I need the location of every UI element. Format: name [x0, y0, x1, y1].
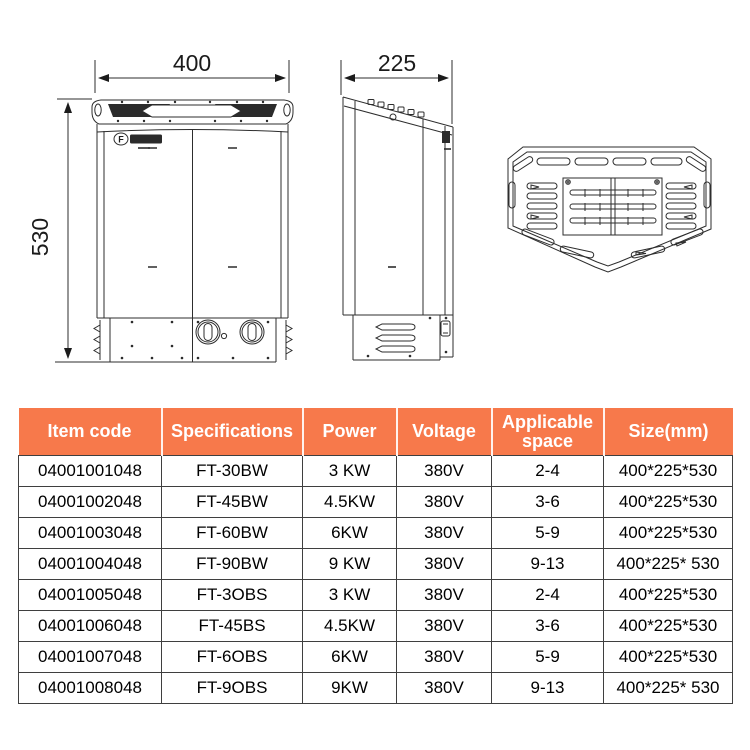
- cell-voltage: 380V: [397, 580, 492, 611]
- height-dimension: [27, 99, 110, 362]
- cell-specification: FT-45BW: [162, 487, 303, 518]
- cell-specification: FT-9OBS: [162, 673, 303, 704]
- cell-voltage: 380V: [397, 642, 492, 673]
- cell-applicable-space: 5-9: [492, 642, 604, 673]
- cell-voltage: 380V: [397, 673, 492, 704]
- cell-item-code: 04001007048: [19, 642, 162, 673]
- spec-table: [18, 408, 733, 704]
- cell-power: 6KW: [303, 642, 397, 673]
- cell-specification: FT-45BS: [162, 611, 303, 642]
- heater-side-base: [343, 315, 453, 360]
- cell-voltage: 380V: [397, 518, 492, 549]
- table-row: [19, 518, 733, 549]
- brand-logo-initial: F: [118, 134, 124, 145]
- table-row: [19, 642, 733, 673]
- cell-size: 400*225*530: [604, 580, 733, 611]
- cell-power: 3 KW: [303, 580, 397, 611]
- cell-size: 400*225* 530: [604, 673, 733, 704]
- front-view-drawing: [27, 50, 293, 362]
- cell-specification: FT-3OBS: [162, 580, 303, 611]
- cell-applicable-space: 2-4: [492, 580, 604, 611]
- table-row: [19, 487, 733, 518]
- cell-applicable-space: 2-4: [492, 456, 604, 487]
- col-header-specifications: Specifications: [162, 408, 303, 456]
- cell-item-code: 04001003048: [19, 518, 162, 549]
- col-header-voltage: Voltage: [397, 408, 492, 456]
- heater-side-body: [343, 97, 453, 357]
- depth-dimension: [341, 50, 452, 124]
- control-knob: [240, 320, 264, 344]
- cell-applicable-space: 9-13: [492, 549, 604, 580]
- stone-grate: [563, 178, 662, 235]
- cell-applicable-space: 3-6: [492, 487, 604, 518]
- col-header-applicable-space: Applicable space: [492, 408, 604, 456]
- table-row: [19, 456, 733, 487]
- table-row: [19, 580, 733, 611]
- side-view-drawing: [341, 50, 453, 360]
- col-header-power: Power: [303, 408, 397, 456]
- width-dimension: [95, 50, 289, 93]
- cell-size: 400*225*530: [604, 642, 733, 673]
- cell-power: 4.5KW: [303, 487, 397, 518]
- cell-size: 400*225*530: [604, 456, 733, 487]
- control-knob: [196, 320, 220, 344]
- top-vent-slots: [537, 158, 682, 165]
- cell-specification: FT-6OBS: [162, 642, 303, 673]
- heater-top-cap: [92, 100, 293, 124]
- col-header-item-code: Item code: [19, 408, 162, 456]
- cell-size: 400*225*530: [604, 518, 733, 549]
- cell-voltage: 380V: [397, 549, 492, 580]
- cell-power: 9KW: [303, 673, 397, 704]
- bottom-vent-slots: [521, 228, 704, 258]
- cell-item-code: 04001008048: [19, 673, 162, 704]
- indicator-light: [221, 333, 226, 338]
- cell-power: 6KW: [303, 518, 397, 549]
- cell-applicable-space: 5-9: [492, 518, 604, 549]
- table-row: [19, 673, 733, 704]
- heater-front-base: [94, 318, 292, 362]
- left-element-slots: [527, 183, 557, 229]
- cell-voltage: 380V: [397, 487, 492, 518]
- top-view-drawing: [508, 147, 711, 272]
- cell-voltage: 380V: [397, 611, 492, 642]
- table-row: [19, 549, 733, 580]
- right-element-slots: [666, 183, 696, 229]
- side-depth-label: 225: [377, 50, 417, 76]
- cell-power: 3 KW: [303, 456, 397, 487]
- vent-louvers: [376, 324, 415, 352]
- cell-specification: FT-90BW: [162, 549, 303, 580]
- col-header-size: Size(mm): [604, 408, 733, 456]
- cell-size: 400*225*530: [604, 611, 733, 642]
- cell-specification: FT-60BW: [162, 518, 303, 549]
- cell-applicable-space: 9-13: [492, 673, 604, 704]
- cell-item-code: 04001005048: [19, 580, 162, 611]
- cell-specification: FT-30BW: [162, 456, 303, 487]
- heater-front-body: [97, 124, 288, 318]
- cell-item-code: 04001002048: [19, 487, 162, 518]
- cell-item-code: 04001006048: [19, 611, 162, 642]
- cell-item-code: 04001004048: [19, 549, 162, 580]
- cell-voltage: 380V: [397, 456, 492, 487]
- cell-item-code: 04001001048: [19, 456, 162, 487]
- cell-size: 400*225* 530: [604, 549, 733, 580]
- cell-power: 9 KW: [303, 549, 397, 580]
- brand-logo: [114, 133, 162, 148]
- front-height-label: 530: [27, 217, 53, 257]
- cell-applicable-space: 3-6: [492, 611, 604, 642]
- front-width-label: 400: [172, 50, 212, 76]
- cell-power: 4.5KW: [303, 611, 397, 642]
- cell-size: 400*225*530: [604, 487, 733, 518]
- table-row: [19, 611, 733, 642]
- header-row: [19, 408, 733, 456]
